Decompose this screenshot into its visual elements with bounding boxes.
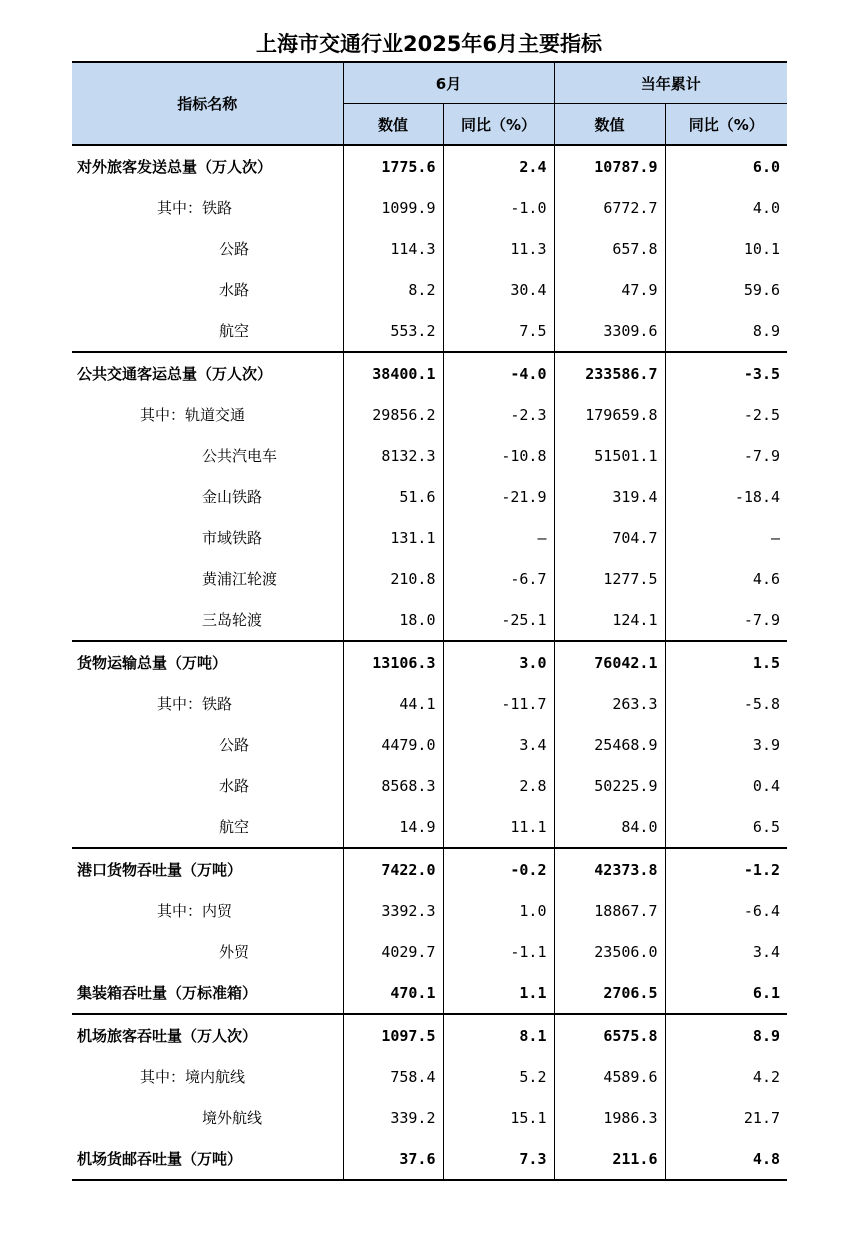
- ytd-value: 211.6: [554, 1138, 665, 1180]
- table-row: [72, 517, 787, 558]
- month-value: 758.4: [343, 1056, 443, 1097]
- month-value: 14.9: [343, 806, 443, 848]
- table-row: [72, 931, 787, 972]
- indicators-table-container: [72, 61, 787, 1196]
- page-title: 上海市交通行业2025年6月主要指标: [255, 32, 603, 56]
- ytd-yoy: 4.8: [665, 1138, 787, 1180]
- month-yoy: 30.4: [443, 269, 554, 310]
- month-yoy: -6.7: [443, 558, 554, 599]
- month-value: 4029.7: [343, 931, 443, 972]
- month-value: 51.6: [343, 476, 443, 517]
- month-value: 339.2: [343, 1097, 443, 1138]
- table-row: [72, 641, 787, 683]
- ytd-value: 704.7: [554, 517, 665, 558]
- month-value: 3392.3: [343, 890, 443, 931]
- month-value: 8.2: [343, 269, 443, 310]
- month-yoy: —: [443, 517, 554, 558]
- table-row: [72, 310, 787, 352]
- row-name: 机场货邮吞吐量（万吨）: [77, 1150, 243, 1168]
- month-yoy: -2.3: [443, 394, 554, 435]
- month-value: 13106.3: [343, 641, 443, 683]
- ytd-yoy: 6.0: [665, 145, 787, 187]
- table-row: [72, 1097, 787, 1138]
- ytd-value: 179659.8: [554, 394, 665, 435]
- table-row: [72, 187, 787, 228]
- month-yoy: 7.3: [443, 1138, 554, 1180]
- month-value: 1099.9: [343, 187, 443, 228]
- month-value: 29856.2: [343, 394, 443, 435]
- month-value: 1775.6: [343, 145, 443, 187]
- month-value: 114.3: [343, 228, 443, 269]
- ytd-value: 1986.3: [554, 1097, 665, 1138]
- ytd-yoy: —: [665, 517, 787, 558]
- ytd-yoy: -6.4: [665, 890, 787, 931]
- table-row: [72, 806, 787, 848]
- table-row: [72, 890, 787, 931]
- row-name: 集装箱吞吐量（万标准箱）: [77, 984, 258, 1002]
- row-name: 航空: [219, 818, 250, 836]
- table-row: [72, 435, 787, 476]
- row-name: 外贸: [219, 943, 250, 961]
- table-row: [72, 476, 787, 517]
- ytd-value: 23506.0: [554, 931, 665, 972]
- month-value: 1097.5: [343, 1014, 443, 1056]
- ytd-yoy: 4.6: [665, 558, 787, 599]
- ytd-yoy: -7.9: [665, 435, 787, 476]
- ytd-yoy: 10.1: [665, 228, 787, 269]
- month-value: 18.0: [343, 599, 443, 641]
- month-value: 210.8: [343, 558, 443, 599]
- table-row: [72, 394, 787, 435]
- month-yoy: 7.5: [443, 310, 554, 352]
- row-name: 港口货物吞吐量（万吨）: [72, 848, 343, 890]
- month-yoy: -0.2: [443, 848, 554, 890]
- ytd-yoy: 59.6: [665, 269, 787, 310]
- ytd-yoy: -2.5: [665, 394, 787, 435]
- month-value: 44.1: [343, 683, 443, 724]
- row-name: 对外旅客发送总量（万人次）: [72, 145, 343, 187]
- header-ytd-value: 数值: [554, 104, 665, 146]
- row-name: 金山铁路: [202, 488, 263, 506]
- row-name: 其中：铁路: [157, 695, 233, 713]
- month-yoy: 5.2: [443, 1056, 554, 1097]
- row-name: 其中：境内航线: [140, 1068, 246, 1086]
- ytd-value: 263.3: [554, 683, 665, 724]
- month-yoy: 3.4: [443, 724, 554, 765]
- month-yoy: 3.0: [443, 641, 554, 683]
- month-yoy: 11.1: [443, 806, 554, 848]
- ytd-yoy: -18.4: [665, 476, 787, 517]
- row-name: 境外航线: [202, 1109, 263, 1127]
- table-row: [72, 765, 787, 806]
- ytd-yoy: -5.8: [665, 683, 787, 724]
- ytd-value: 6772.7: [554, 187, 665, 228]
- month-yoy: -1.1: [443, 931, 554, 972]
- month-yoy: 1.0: [443, 890, 554, 931]
- month-yoy: 2.4: [443, 145, 554, 187]
- month-yoy: -4.0: [443, 352, 554, 394]
- month-value: 131.1: [343, 517, 443, 558]
- table-row: [72, 228, 787, 269]
- month-yoy: 11.3: [443, 228, 554, 269]
- ytd-yoy: 21.7: [665, 1097, 787, 1138]
- indicators-table: [72, 61, 787, 1181]
- ytd-yoy: 1.5: [665, 641, 787, 683]
- month-yoy: 1.1: [443, 972, 554, 1014]
- table-row: [72, 599, 787, 641]
- month-value: 553.2: [343, 310, 443, 352]
- row-name: 其中：轨道交通: [140, 406, 246, 424]
- table-row: [72, 724, 787, 765]
- month-yoy: -11.7: [443, 683, 554, 724]
- ytd-value: 18867.7: [554, 890, 665, 931]
- row-name: 其中：铁路: [157, 199, 233, 217]
- row-name: 公共汽电车: [202, 447, 278, 465]
- month-yoy: -21.9: [443, 476, 554, 517]
- ytd-yoy: -7.9: [665, 599, 787, 641]
- ytd-yoy: 8.9: [665, 1014, 787, 1056]
- ytd-value: 319.4: [554, 476, 665, 517]
- table-row: [72, 558, 787, 599]
- ytd-yoy: 8.9: [665, 310, 787, 352]
- row-name: 公共交通客运总量（万人次）: [72, 352, 343, 394]
- table-row: [72, 1014, 787, 1056]
- table-row: [72, 1056, 787, 1097]
- row-name: 航空: [219, 322, 250, 340]
- header-indicator-name: 指标名称: [72, 62, 343, 145]
- ytd-yoy: -3.5: [665, 352, 787, 394]
- month-yoy: -10.8: [443, 435, 554, 476]
- ytd-yoy: 0.4: [665, 765, 787, 806]
- row-name: 公路: [219, 736, 250, 754]
- table-row: [72, 848, 787, 890]
- ytd-value: 47.9: [554, 269, 665, 310]
- row-name: 黄浦江轮渡: [202, 570, 278, 588]
- month-value: 7422.0: [343, 848, 443, 890]
- ytd-yoy: 3.4: [665, 931, 787, 972]
- ytd-value: 25468.9: [554, 724, 665, 765]
- month-value: 8132.3: [343, 435, 443, 476]
- month-value: 4479.0: [343, 724, 443, 765]
- table-row: [72, 972, 787, 1014]
- table-row: [72, 352, 787, 394]
- month-value: 38400.1: [343, 352, 443, 394]
- ytd-value: 42373.8: [554, 848, 665, 890]
- month-yoy: 8.1: [443, 1014, 554, 1056]
- ytd-value: 84.0: [554, 806, 665, 848]
- ytd-yoy: 4.2: [665, 1056, 787, 1097]
- ytd-yoy: -1.2: [665, 848, 787, 890]
- ytd-value: 3309.6: [554, 310, 665, 352]
- month-yoy: -25.1: [443, 599, 554, 641]
- table-row: [72, 683, 787, 724]
- month-value: 37.6: [343, 1138, 443, 1180]
- ytd-yoy: 4.0: [665, 187, 787, 228]
- row-name: 三岛轮渡: [202, 611, 263, 629]
- month-yoy: 15.1: [443, 1097, 554, 1138]
- ytd-value: 50225.9: [554, 765, 665, 806]
- ytd-yoy: 6.1: [665, 972, 787, 1014]
- table-row: [72, 269, 787, 310]
- ytd-yoy: 6.5: [665, 806, 787, 848]
- ytd-value: 6575.8: [554, 1014, 665, 1056]
- header-month-yoy: 同比（%）: [443, 104, 554, 146]
- row-name: 水路: [219, 777, 250, 795]
- ytd-value: 2706.5: [554, 972, 665, 1014]
- ytd-value: 1277.5: [554, 558, 665, 599]
- month-value: 8568.3: [343, 765, 443, 806]
- month-value: 470.1: [343, 972, 443, 1014]
- ytd-yoy: 3.9: [665, 724, 787, 765]
- header-ytd: 当年累计: [554, 62, 787, 104]
- header-month-value: 数值: [343, 104, 443, 146]
- ytd-value: 657.8: [554, 228, 665, 269]
- table-row: [72, 1138, 787, 1180]
- row-name: 公路: [219, 240, 250, 258]
- row-name: 水路: [219, 281, 250, 299]
- ytd-value: 233586.7: [554, 352, 665, 394]
- table-row: [72, 145, 787, 187]
- ytd-value: 10787.9: [554, 145, 665, 187]
- row-name: 机场旅客吞吐量（万人次）: [72, 1014, 343, 1056]
- header-month: 6月: [343, 62, 554, 104]
- ytd-value: 124.1: [554, 599, 665, 641]
- row-name: 其中：内贸: [157, 902, 233, 920]
- ytd-value: 4589.6: [554, 1056, 665, 1097]
- month-yoy: 2.8: [443, 765, 554, 806]
- header-ytd-yoy: 同比（%）: [665, 104, 787, 146]
- ytd-value: 51501.1: [554, 435, 665, 476]
- ytd-value: 76042.1: [554, 641, 665, 683]
- row-name: 市域铁路: [202, 529, 263, 547]
- month-yoy: -1.0: [443, 187, 554, 228]
- row-name: 货物运输总量（万吨）: [72, 641, 343, 683]
